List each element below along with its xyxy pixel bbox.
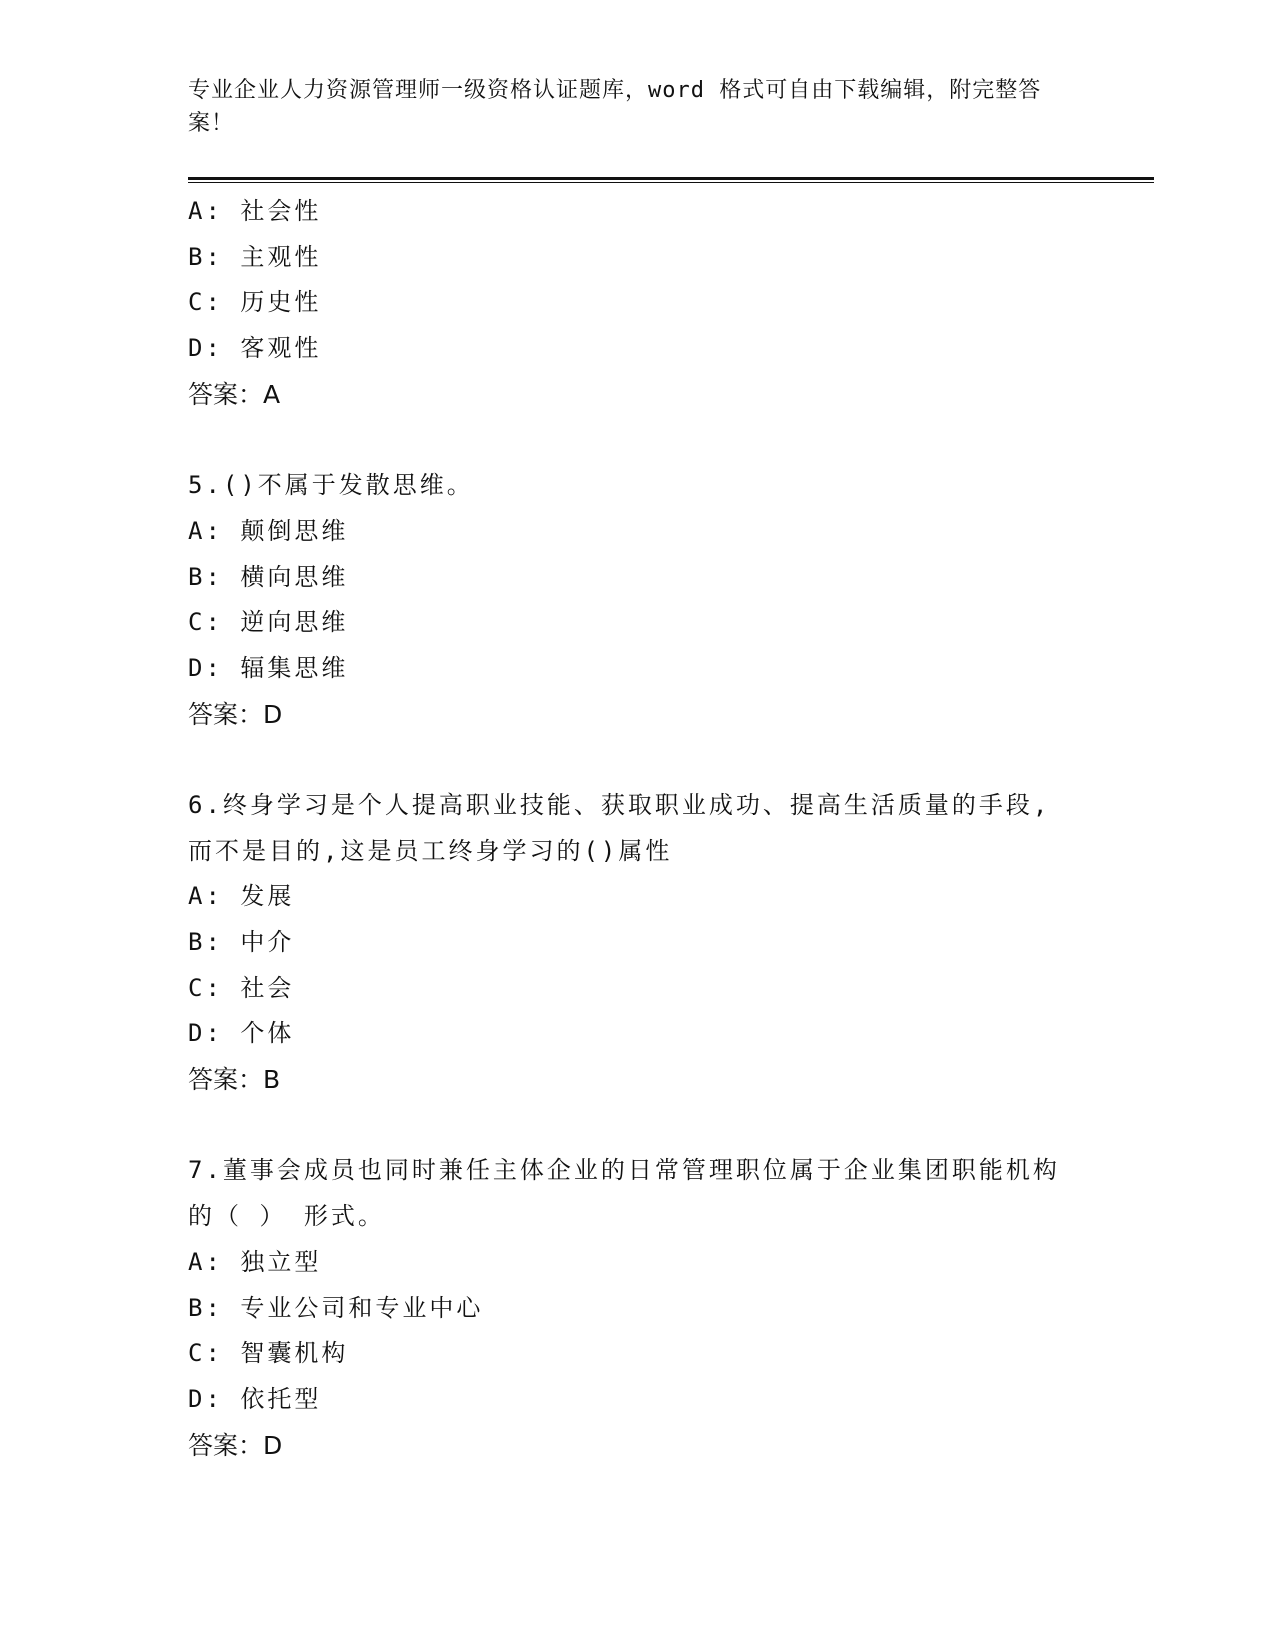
option-c: C: 智囊机构 <box>188 1339 349 1368</box>
option-a: A: 独立型 <box>188 1247 322 1276</box>
option-a: A: 颠倒思维 <box>188 516 349 545</box>
option-a: A: 发展 <box>188 882 295 911</box>
option-d: D: 个体 <box>188 1019 295 1048</box>
option-d: D: 辐集思维 <box>188 653 349 682</box>
spacer <box>188 737 1088 783</box>
question-5 <box>188 463 1088 737</box>
answer-line: 答案：B <box>188 1065 281 1095</box>
option-b: B: 专业公司和专业中心 <box>188 1293 484 1322</box>
question-6 <box>188 783 1088 1103</box>
document-header: 专业企业人力资源管理师一级资格认证题库，word 格式可自由下载编辑，附完整答案！ <box>188 78 1042 136</box>
option-c: C: 社会 <box>188 973 295 1002</box>
option-b: B: 主观性 <box>188 242 322 271</box>
option-c: C: 逆向思维 <box>188 608 349 637</box>
header-divider-thin <box>188 182 1154 183</box>
option-d: D: 依托型 <box>188 1384 322 1413</box>
option-b: B: 中介 <box>188 928 295 957</box>
question-4 <box>188 189 1088 417</box>
option-c: C: 历史性 <box>188 288 322 317</box>
question-text: 7.董事会成员也同时兼任主体企业的日常管理职位属于企业集团职能机构的（ ） 形式。 <box>188 1156 1060 1231</box>
option-b: B: 横向思维 <box>188 562 349 591</box>
question-list <box>188 189 1088 1468</box>
question-text: 6.终身学习是个人提高职业技能、获取职业成功、提高生活质量的手段,而不是目的,这是员工终身学习的()属性 <box>188 790 1051 865</box>
option-a: A: 社会性 <box>188 197 322 225</box>
option-d: D: 客观性 <box>188 334 322 363</box>
question-text: 5.()不属于发散思维。 <box>188 471 474 500</box>
header-divider-thick <box>188 177 1154 180</box>
spacer <box>188 1103 1088 1149</box>
question-7 <box>188 1148 1088 1468</box>
answer-line: 答案：D <box>188 699 283 729</box>
spacer <box>188 417 1088 463</box>
answer-line: 答案：D <box>188 1430 283 1460</box>
answer-line: 答案：A <box>188 379 281 409</box>
